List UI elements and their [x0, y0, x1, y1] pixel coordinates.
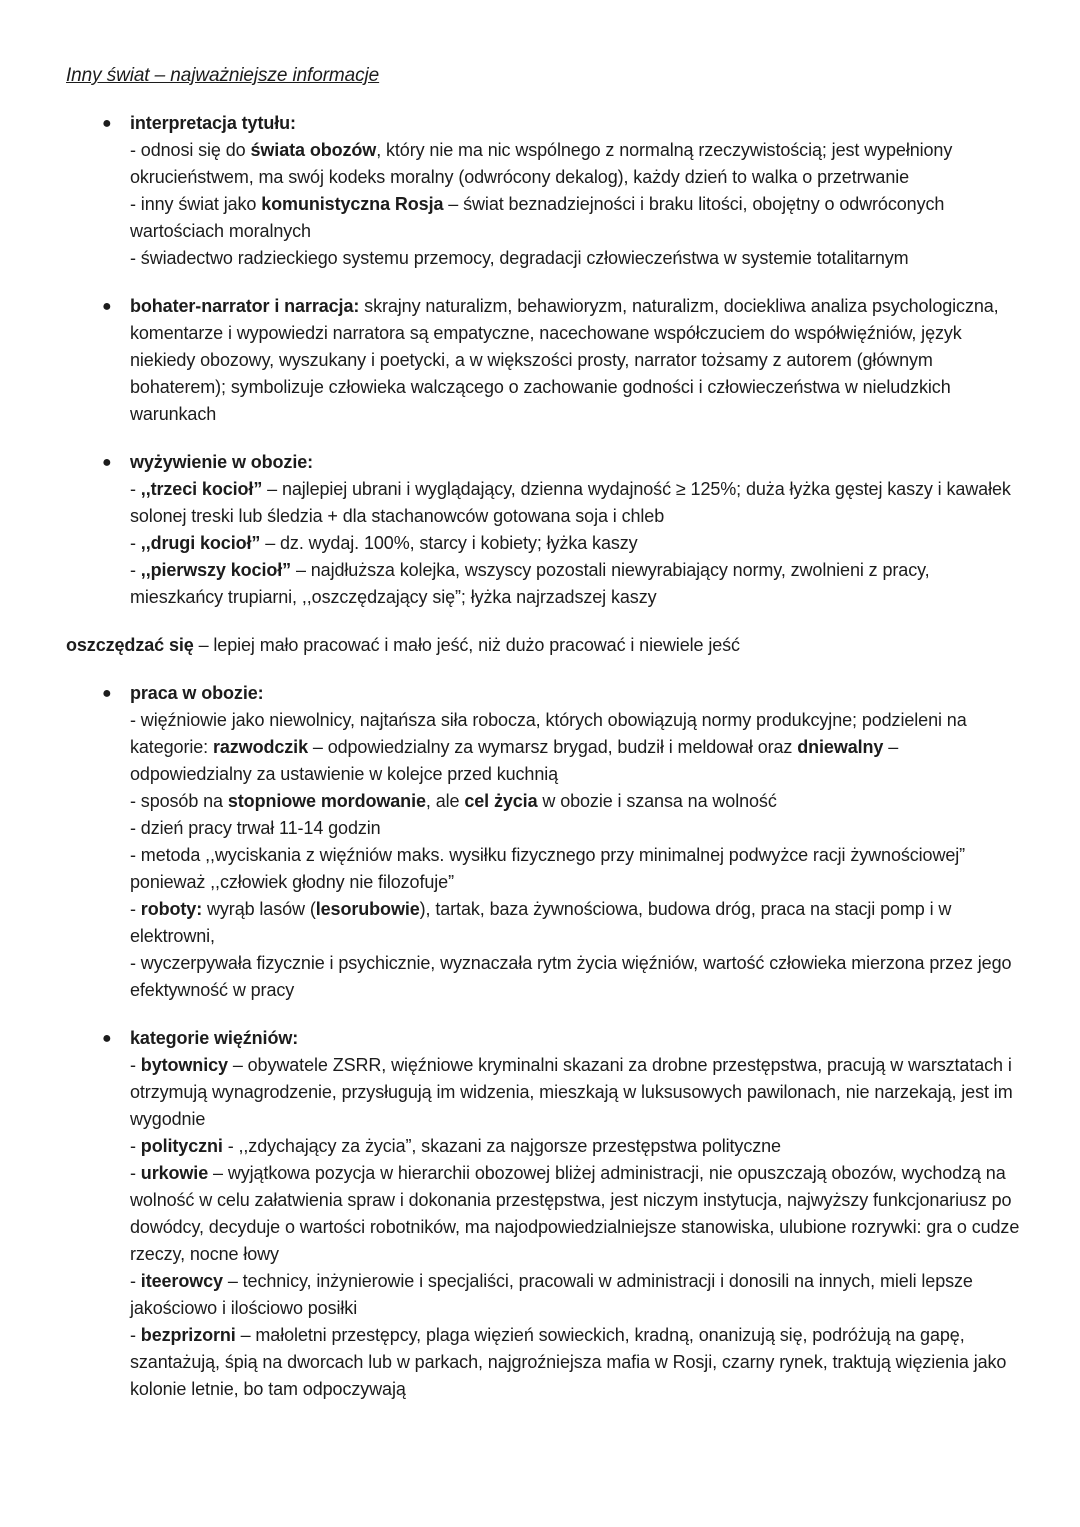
text-segment: ), tartak, baza żywnościowa, budowa dróg, praca na stacji pomp i w elektrowni,	[130, 899, 952, 946]
text-segment: -	[130, 899, 141, 919]
text-segment: polityczni	[140, 1136, 223, 1156]
paragraph	[130, 191, 1022, 245]
paragraph	[130, 788, 1022, 815]
text-segment: -	[130, 1055, 141, 1075]
text-segment: -	[130, 1325, 141, 1345]
section-oszczedzac-sie	[66, 632, 1022, 659]
text-segment: – świat beznadziejności i braku litości, obojętny o odwróconych wartościach moralnych	[130, 194, 945, 241]
text-segment: ,,trzeci kocioł”	[140, 479, 263, 499]
paragraph	[66, 632, 1020, 659]
document-title: Inny świat – najważniejsze informacje	[66, 65, 380, 86]
section-body	[130, 110, 1022, 272]
text-segment: bezprizorni	[140, 1325, 236, 1345]
section-interpretacja-tytulu	[66, 110, 1022, 272]
paragraph	[130, 449, 1022, 476]
text-segment: razwodczik	[212, 737, 308, 757]
text-segment: roboty:	[140, 899, 203, 919]
text-segment: lesorubowie	[315, 899, 420, 919]
paragraph	[130, 110, 1022, 137]
text-segment: , który nie ma nic wspólnego z normalną rzeczywistością; jest wypełniony okrucieństwem, ma swój kodeks moralny (odwrócony dekalog), każdy dzień to walka o przetrwanie	[130, 140, 953, 187]
section-body	[130, 293, 1022, 428]
text-segment: -	[130, 1136, 141, 1156]
section-praca-w-obozie	[66, 680, 1022, 1004]
paragraph	[130, 530, 1022, 557]
text-segment: - odnosi się do	[130, 140, 251, 160]
text-segment: bohater-narrator i narracja:	[130, 296, 360, 316]
text-segment: stopniowe mordowanie	[227, 791, 426, 811]
text-segment: ,,drugi kocioł”	[140, 533, 261, 553]
text-segment: - sposób na	[130, 791, 228, 811]
paragraph	[130, 245, 1022, 272]
text-segment: - metoda ,,wyciskania z więźniów maks. wysiłku fizycznego przy minimalnej podwyżce racji żywnościowej” ponieważ ,,człowiek głodny nie filozofuje”	[130, 845, 966, 892]
paragraph	[130, 680, 1022, 707]
section-body	[130, 449, 1022, 611]
text-segment: -	[130, 479, 141, 499]
text-segment: oszczędzać się	[66, 635, 194, 655]
paragraph	[130, 137, 1022, 191]
text-segment: – obywatele ZSRR, więźniowe kryminalni skazani za drobne przestępstwa, pracują w warsztatach i otrzymują wynagrodzenie, przysługują im widzenia, mieszkają w luksusowych pawilonach, nie narzekają, jest im wygodnie	[130, 1055, 1013, 1129]
text-segment: wyrąb lasów (	[202, 899, 316, 919]
text-segment: komunistyczna Rosja	[261, 194, 444, 214]
text-segment: interpretacja tytułu:	[130, 113, 296, 133]
paragraph	[130, 476, 1022, 530]
text-segment: – technicy, inżynierowie i specjaliści, pracowali w administracji i donosili na innych, mieli lepsze jakościowo i ilościowo posiłki	[130, 1271, 973, 1318]
bullet-icon: ●	[102, 685, 112, 702]
text-segment: praca w obozie:	[130, 683, 264, 703]
text-segment: cel życia	[464, 791, 538, 811]
text-segment: - ,,zdychający za życia”, skazani za najgorsze przestępstwa polityczne	[222, 1136, 781, 1156]
text-segment: wyżywienie w obozie:	[130, 452, 314, 472]
text-segment: -	[130, 1163, 141, 1183]
paragraph	[130, 896, 1022, 950]
bullet-icon: ●	[102, 298, 112, 315]
text-segment: -	[130, 533, 141, 553]
paragraph	[130, 815, 1022, 842]
text-segment: , ale	[425, 791, 465, 811]
paragraph	[130, 1052, 1022, 1133]
text-segment: bytownicy	[140, 1055, 228, 1075]
paragraph	[130, 293, 1022, 428]
text-segment: świata obozów	[250, 140, 377, 160]
text-segment: - inny świat jako	[130, 194, 262, 214]
paragraph	[130, 1268, 1022, 1322]
text-segment: - dzień pracy trwał 11-14 godzin	[130, 818, 381, 838]
text-segment: – najdłuższa kolejka, wszyscy pozostali niewyrabiający normy, zwolnieni z pracy, mieszkańcy trupiarni, ,,oszczędzający się”; łyżka najrzadszej kaszy	[130, 560, 930, 607]
text-segment: – odpowiedzialny za wymarsz brygad, budził i meldował oraz	[307, 737, 798, 757]
text-segment: - świadectwo radzieckiego systemu przemocy, degradacji człowieczeństwa w systemie totalitarnym	[130, 248, 909, 268]
text-segment: – wyjątkowa pozycja w hierarchii obozowej bliżej administracji, nie opuszczają obozów, wychodzą na wolność w celu załatwienia spraw i dokonania przestępstwa, jest niczym instytucja, najwyższy funkcjonariusz po dowódcy, decyduje o wartości robotników, ma najodpowiedzialniejsze stanowiska, ulubione rozrywki: gra o cudze rzeczy, nocne łowy	[130, 1163, 1020, 1264]
text-segment: -	[130, 1271, 141, 1291]
text-segment: skrajny naturalizm, behawioryzm, naturalizm, dociekliwa analiza psychologiczna, komentarze i wypowiedzi narratora są empatyczne, nacechowane współczuciem do współwięźniów, język niekiedy obozowy, wyszukany i poetycki, a w większości prosty, narrator tożsamy z autorem (głównym bohaterem); symbolizuje człowieka walczącego o zachowanie godności i człowieczeństwa w nieludzkich warunkach	[130, 296, 999, 424]
text-segment: kategorie więźniów:	[130, 1028, 299, 1048]
section-bohater-narrator	[66, 293, 1022, 428]
section-body	[130, 1025, 1022, 1403]
text-segment: -	[130, 560, 141, 580]
text-segment: iteerowcy	[140, 1271, 223, 1291]
text-segment: dniewalny	[797, 737, 884, 757]
paragraph	[130, 557, 1022, 611]
section-body	[66, 632, 1022, 659]
text-segment: – lepiej mało pracować i mało jeść, niż dużo pracować i niewiele jeść	[193, 635, 740, 655]
text-segment: - więźniowie jako niewolnicy, najtańsza siła robocza, których obowiązują normy produkcyjne; podzieleni na kategorie:	[130, 710, 967, 757]
paragraph	[130, 950, 1022, 1004]
text-segment: – odpowiedzialny za ustawienie w kolejce przed kuchnią	[130, 737, 899, 784]
section-wyzywienie-w-obozie	[66, 449, 1022, 611]
paragraph	[130, 1322, 1022, 1403]
paragraph	[130, 1133, 1022, 1160]
bullet-icon: ●	[102, 454, 112, 471]
text-segment: - wyczerpywała fizycznie i psychicznie, wyznaczała rytm życia więźniów, wartość człowieka mierzona przez jego efektywność w pracy	[130, 953, 1012, 1000]
text-segment: w obozie i szansa na wolność	[537, 791, 777, 811]
text-segment: – dz. wydaj. 100%, starcy i kobiety; łyżka kaszy	[260, 533, 638, 553]
section-body	[130, 680, 1022, 1004]
paragraph	[130, 1160, 1022, 1268]
document-content	[66, 110, 1022, 1403]
text-segment: – najlepiej ubrani i wyglądający, dzienna wydajność ≥ 125%; duża łyżka gęstej kaszy i kawałek solonej treski lub śledzia + dla stachanowców gotowana soja i chleb	[130, 479, 1011, 526]
paragraph	[130, 1025, 1022, 1052]
text-segment: – małoletni przestępcy, plaga więzień sowieckich, kradną, onanizują się, podróżują na gapę, szantażują, śpią na dworcach lub w parkach, najgroźniejsza mafia w Rosji, czarny rynek, traktują więzienia jako kolonie letnie, bo tam odpoczywają	[130, 1325, 1007, 1399]
text-segment: urkowie	[140, 1163, 209, 1183]
section-kategorie-wiezniow	[66, 1025, 1022, 1403]
text-segment: ,,pierwszy kocioł”	[140, 560, 292, 580]
bullet-icon: ●	[102, 115, 112, 132]
bullet-icon: ●	[102, 1030, 112, 1047]
paragraph	[130, 842, 1022, 896]
paragraph	[130, 707, 1022, 788]
